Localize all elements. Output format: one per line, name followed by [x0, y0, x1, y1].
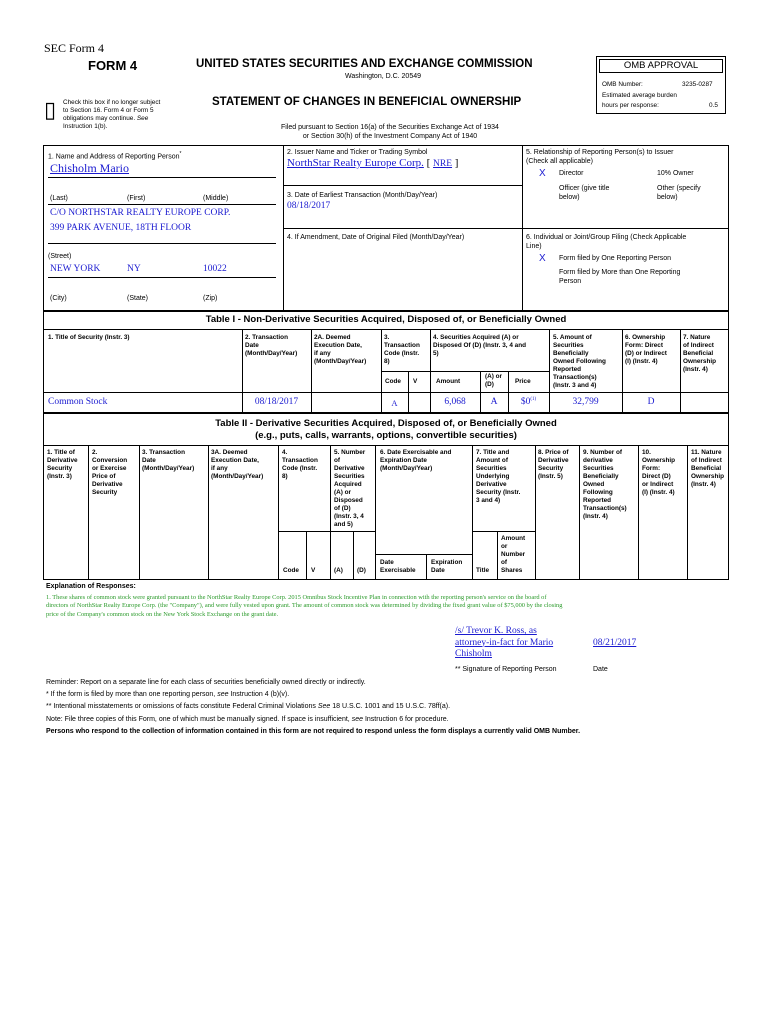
explanation-heading: Explanation of Responses:	[46, 583, 136, 590]
t2-h10: 10. Ownership Form: Direct (D) or Indirect (I) (Instr. 4)	[642, 449, 676, 496]
first-label: (First)	[127, 195, 146, 202]
zip-value: 10022	[203, 264, 227, 274]
filed-pursuant: Filed pursuant to Section 16(a) of the Securities Exchange Act of 1934 or Section 30(h) of the Investment Company Act of 1940	[281, 124, 499, 140]
t1-sub-code: Code	[385, 378, 401, 385]
more-persons-label: Form filed by More than One Reporting Person	[559, 269, 681, 285]
t1-row-code: A	[391, 398, 398, 408]
table-1-title: Table I - Non-Derivative Securities Acquired, Disposed of, or Beneficially Owned	[205, 314, 567, 325]
signature-date[interactable]: 08/21/2017	[593, 638, 637, 648]
t1-sub-ad: (A) or (D)	[485, 373, 503, 388]
checkbox-icon[interactable]: ▯	[44, 97, 57, 122]
box2-label: 2. Issuer Name and Ticker or Trading Symbol	[287, 149, 428, 156]
t2-sub-title: Title	[476, 567, 490, 574]
t2-h1: 1. Title of Derivative Security (Instr. 3)	[47, 449, 78, 480]
t1-row-amount: 6,068	[444, 397, 466, 407]
issuer-name-link[interactable]: NorthStar Realty Europe Corp.	[287, 157, 424, 169]
one-person-label: Form filed by One Reporting Person	[559, 255, 672, 262]
reporting-person-name[interactable]: Chisholm Mario	[50, 161, 130, 175]
t2-h3a: 3A. Deemed Execution Date, if any (Month/Day/Year)	[211, 449, 264, 480]
omb-burden-label: Estimated average burden hours per response:	[602, 92, 677, 109]
t2-h5: 5. Number of Derivative Securities Acquired (A) or Disposed of (D) (Instr. 3, 4 and 5)	[334, 449, 366, 528]
t2-h4: 4. Transaction Code (Instr. 8)	[282, 449, 318, 480]
director-label: Director	[559, 170, 584, 177]
issuer-line: NorthStar Realty Europe Corp. [ NRE ]	[287, 157, 459, 169]
address-line-2: 399 PARK AVENUE, 18TH FLOOR	[50, 223, 192, 233]
t2-h3: 3. Transaction Date (Month/Day/Year)	[142, 449, 195, 472]
state-label: (State)	[127, 295, 149, 302]
omb-number-value: 3235-0287	[682, 81, 713, 88]
t1-h6: 6. Ownership Form: Direct (D) or Indirect (I) (Instr. 4)	[625, 334, 667, 365]
footnote-4: Persons who respond to the collection of information contained in this form are not required to respond unless the form displays a currently valid OMB Number.	[46, 727, 581, 735]
footnote-3: Note: File three copies of this Form, one of which must be manually signed. If space is insufficient, see Instruction 6 for procedure.	[46, 715, 449, 723]
t1-sub-price: Price	[515, 378, 531, 385]
t2-sub-a: (A)	[334, 567, 343, 574]
t1-h2: 2. Transaction Date (Month/Day/Year)	[245, 334, 298, 357]
statement-title: STATEMENT OF CHANGES IN BENEFICIAL OWNERSHIP	[212, 96, 522, 108]
signature-label: ** Signature of Reporting Person	[455, 666, 557, 673]
ticker-link[interactable]: NRE	[433, 159, 453, 169]
omb-number-label: OMB Number:	[602, 81, 643, 88]
t1-h3: 3. Transaction Code (Instr. 8)	[384, 334, 420, 365]
t1-row-date: 08/18/2017	[254, 397, 299, 407]
t2-sub-code: Code	[283, 567, 299, 574]
sec-form-label: SEC Form 4	[44, 41, 105, 55]
t2-sub-amount: Amount or Number of Shares	[501, 535, 526, 574]
form-title: FORM 4	[88, 58, 138, 73]
table-2-title: Table II - Derivative Securities Acquired, Disposed of, or Beneficially Owned (e.g., puts, calls, warrants, options, convertible securities)	[215, 418, 557, 441]
footer-notes	[46, 677, 580, 738]
t2-sub-d: (D)	[357, 567, 366, 574]
box6-label: 6. Individual or Joint/Group Filing (Check Applicable Line)	[526, 234, 687, 250]
t1-sub-amount: Amount	[436, 378, 461, 385]
other-label: Other (specify below)	[657, 185, 701, 201]
signature-text[interactable]: /s/ Trevor K. Ross, as attorney-in-fact for Mario Chisholm	[455, 626, 554, 659]
t2-h8: 8. Price of Derivative Security (Instr. 5)	[538, 449, 569, 480]
state-value: NY	[127, 264, 141, 274]
t1-row-owned: 32,799	[572, 397, 599, 407]
footnote-1: * If the form is filed by more than one reporting person, see Instruction 4 (b)(v).	[46, 691, 290, 699]
t1-row-form: D	[647, 397, 655, 407]
address-line-1: C/O NORTHSTAR REALTY EUROPE CORP.	[50, 208, 231, 218]
street-label: (Street)	[48, 253, 72, 260]
t1-row-title: Common Stock	[48, 397, 108, 407]
t2-h7: 7. Title and Amount of Securities Underlying Derivative Security (Instr. 3 and 4)	[476, 449, 521, 504]
city-label: (City)	[50, 295, 67, 302]
box1-label: 1. Name and Address of Reporting Person*	[48, 151, 182, 161]
t2-h6: 6. Date Exercisable and Expiration Date (Month/Day/Year)	[380, 449, 452, 472]
explanation-note-1: 1. These shares of common stock were granted pursuant to the NorthStar Realty Europe Corp. 2015 Omnibus Stock Incentive Plan in connection with the reporting person's service on the board of directors of NorthStar Realty Europe Corp. (the "Company"), and were fully vested upon grant. The amount of common stock was determined by dividing the fixed grant value of $75,000 by the closing price of the Company's common stock on the New York Stock Exchange on the grant date.	[46, 594, 563, 618]
omb-burden-value: 0.5	[709, 102, 718, 109]
t2-h9: 9. Number of derivative Securities Beneficially Owned Following Reported Transaction(s) (Instr. 4)	[583, 449, 627, 520]
one-person-check[interactable]: X	[539, 253, 546, 264]
box5-label: 5. Relationship of Reporting Person(s) to Issuer (Check all applicable)	[526, 149, 674, 165]
omb-title: OMB APPROVAL	[599, 59, 723, 73]
earliest-transaction-date: 08/18/2017	[287, 201, 331, 211]
city-value: NEW YORK	[50, 264, 101, 274]
t1-h1: 1. Title of Security (Instr. 3)	[48, 334, 130, 341]
box3-label: 3. Date of Earliest Transaction (Month/Day/Year)	[287, 192, 438, 199]
agency-title: UNITED STATES SECURITIES AND EXCHANGE COMMISSION	[196, 58, 533, 70]
t1-row-price: $0$^{(1)}$	[520, 397, 537, 408]
t2-sub-v: V	[311, 567, 316, 574]
box4-label: 4. If Amendment, Date of Original Filed (Month/Day/Year)	[287, 234, 465, 241]
middle-label: (Middle)	[203, 195, 229, 202]
ten-percent-owner-label: 10% Owner	[657, 170, 694, 177]
t1-h2a: 2A. Deemed Execution Date, if any (Month/Day/Year)	[314, 334, 367, 365]
agency-city: Washington, D.C. 20549	[345, 73, 422, 80]
checkbox-text: Check this box if no longer subject to Section 16. Form 4 or Form 5 obligations may continue. See Instruction 1(b).	[63, 99, 161, 130]
t1-row-ad: A	[490, 397, 498, 407]
officer-label: Officer (give title below)	[559, 185, 610, 201]
director-check[interactable]: X	[539, 168, 546, 179]
footnote-2: ** Intentional misstatements or omissions of facts constitute Federal Criminal Violations See 18 U.S.C. 1001 and 15 U.S.C. 78ff(a).	[46, 703, 451, 711]
last-label: (Last)	[50, 195, 68, 202]
t1-sub-v: V	[413, 378, 418, 385]
t1-h7: 7. Nature of Indirect Beneficial Ownership (Instr. 4)	[683, 334, 717, 373]
t2-h11: 11. Nature of Indirect Beneficial Ownership (Instr. 4)	[691, 449, 725, 488]
date-label: Date	[593, 666, 608, 673]
t1-h4: 4. Securities Acquired (A) or Disposed Of (D) (Instr. 3, 4 and 5)	[433, 334, 527, 357]
zip-label: (Zip)	[203, 295, 218, 302]
t2-h2: 2. Conversion or Exercise Price of Derivative Security	[92, 449, 128, 496]
t2-sub-exercisable: Date Exercisable	[380, 559, 416, 574]
t2-sub-expiration: Expiration Date	[431, 559, 463, 574]
t1-h5: 5. Amount of Securities Beneficially Owned Following Reported Transaction(s) (Instr. 3 and 4)	[553, 334, 606, 389]
reminder: Reminder: Report on a separate line for each class of securities beneficially owned directly or indirectly.	[46, 679, 366, 686]
